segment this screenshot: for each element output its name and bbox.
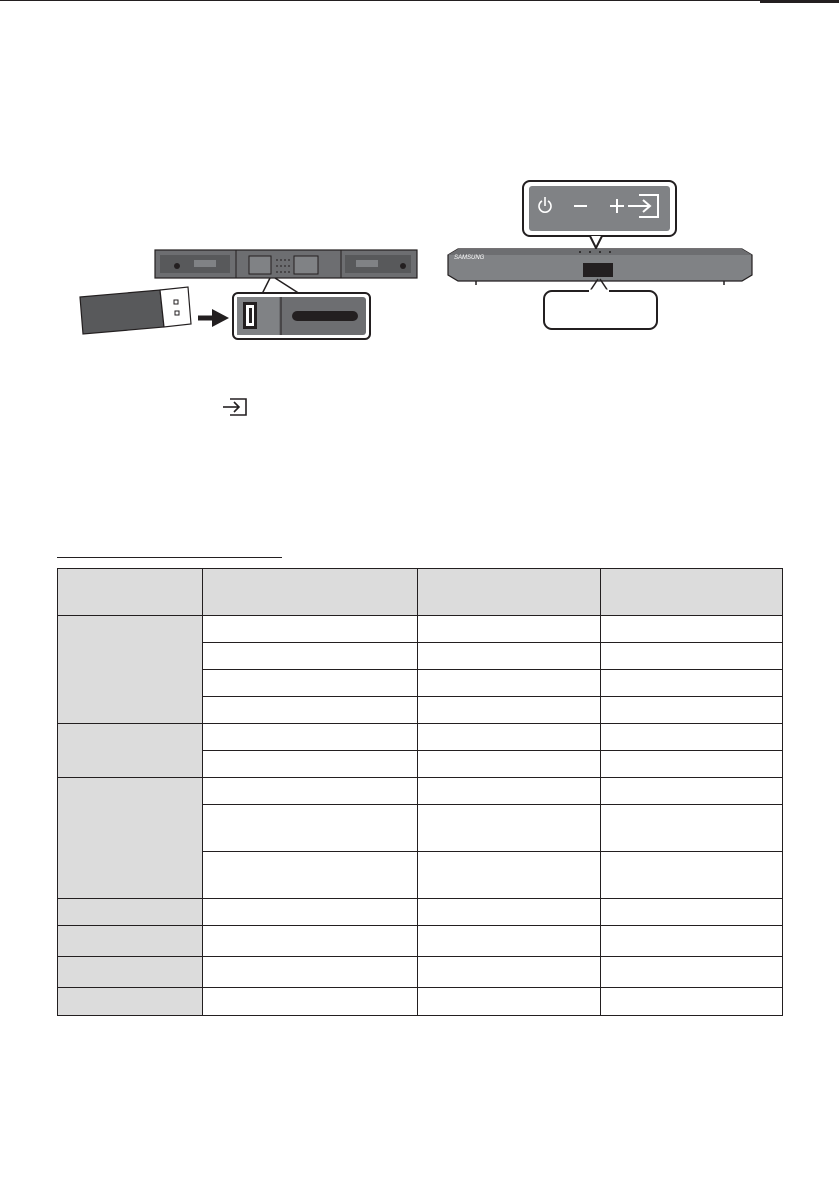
category-cell: [58, 724, 203, 778]
table-cell: [418, 724, 601, 751]
brand-logo: SAMSUNG: [454, 255, 485, 261]
table-cell: [203, 778, 418, 805]
table-cell: [601, 724, 783, 751]
table-cell: [203, 957, 418, 988]
table-header-cell: [203, 569, 418, 616]
table-cell: [601, 778, 783, 805]
control-panel-callout: [523, 181, 676, 248]
spec-table: [57, 568, 783, 1016]
table-cell: [601, 643, 783, 670]
table-cell: [203, 724, 418, 751]
section-heading-underline: [57, 557, 282, 558]
category-cell: [58, 616, 203, 724]
category-cell: [58, 899, 203, 926]
table-cell: [601, 926, 783, 957]
category-cell: [58, 778, 203, 899]
usb-drive: [80, 287, 191, 334]
table-row: [58, 926, 783, 957]
source-input-inline-icon: [220, 396, 250, 418]
table-row: [58, 616, 783, 643]
usb-connection-illustration: [0, 180, 430, 360]
top-rule-bar: [760, 0, 839, 3]
table-header-cell: [58, 569, 203, 616]
table-row: [58, 899, 783, 926]
table-cell: [418, 778, 601, 805]
category-cell: [58, 926, 203, 957]
table-cell: [203, 988, 418, 1016]
top-rule-line: [0, 0, 760, 1]
top-rule: [0, 0, 839, 1]
table-cell: [418, 899, 601, 926]
table-cell: [203, 926, 418, 957]
display-callout: [544, 279, 657, 329]
table-cell: [418, 805, 601, 852]
usb-port-icon: [243, 302, 257, 329]
table-cell: [418, 670, 601, 697]
table-cell: [601, 670, 783, 697]
table-cell: [203, 643, 418, 670]
table-cell: [203, 899, 418, 926]
category-cell: [58, 988, 203, 1016]
arrow-right-icon: [198, 309, 229, 327]
table-cell: [418, 616, 601, 643]
category-cell: [58, 957, 203, 988]
table-cell: [601, 957, 783, 988]
table-cell: [418, 988, 601, 1016]
usb-port-zoom: [233, 293, 370, 339]
table-cell: [418, 643, 601, 670]
table-cell: [418, 697, 601, 724]
table-row: [58, 724, 783, 751]
table-cell: [418, 957, 601, 988]
display-window: [583, 263, 613, 277]
table-cell: [601, 697, 783, 724]
table-cell: [203, 852, 418, 899]
table-cell: [601, 988, 783, 1016]
table-cell: [203, 670, 418, 697]
table-header-cell: [601, 569, 783, 616]
table-row: [58, 957, 783, 988]
table-cell: [203, 616, 418, 643]
soundbar-front-illustration: [440, 175, 760, 335]
table-row: [58, 778, 783, 805]
table-cell: [203, 805, 418, 852]
table-header-cell: [418, 569, 601, 616]
table-cell: [601, 616, 783, 643]
table-cell: [601, 751, 783, 778]
table-cell: [203, 751, 418, 778]
soundbar-back-panel: [155, 250, 417, 278]
table-header-row: [58, 569, 783, 616]
table-cell: [203, 697, 418, 724]
table-cell: [418, 852, 601, 899]
table-cell: [418, 926, 601, 957]
table-cell: [418, 751, 601, 778]
table-cell: [601, 852, 783, 899]
table-cell: [601, 805, 783, 852]
table-row: [58, 988, 783, 1016]
table-cell: [601, 899, 783, 926]
